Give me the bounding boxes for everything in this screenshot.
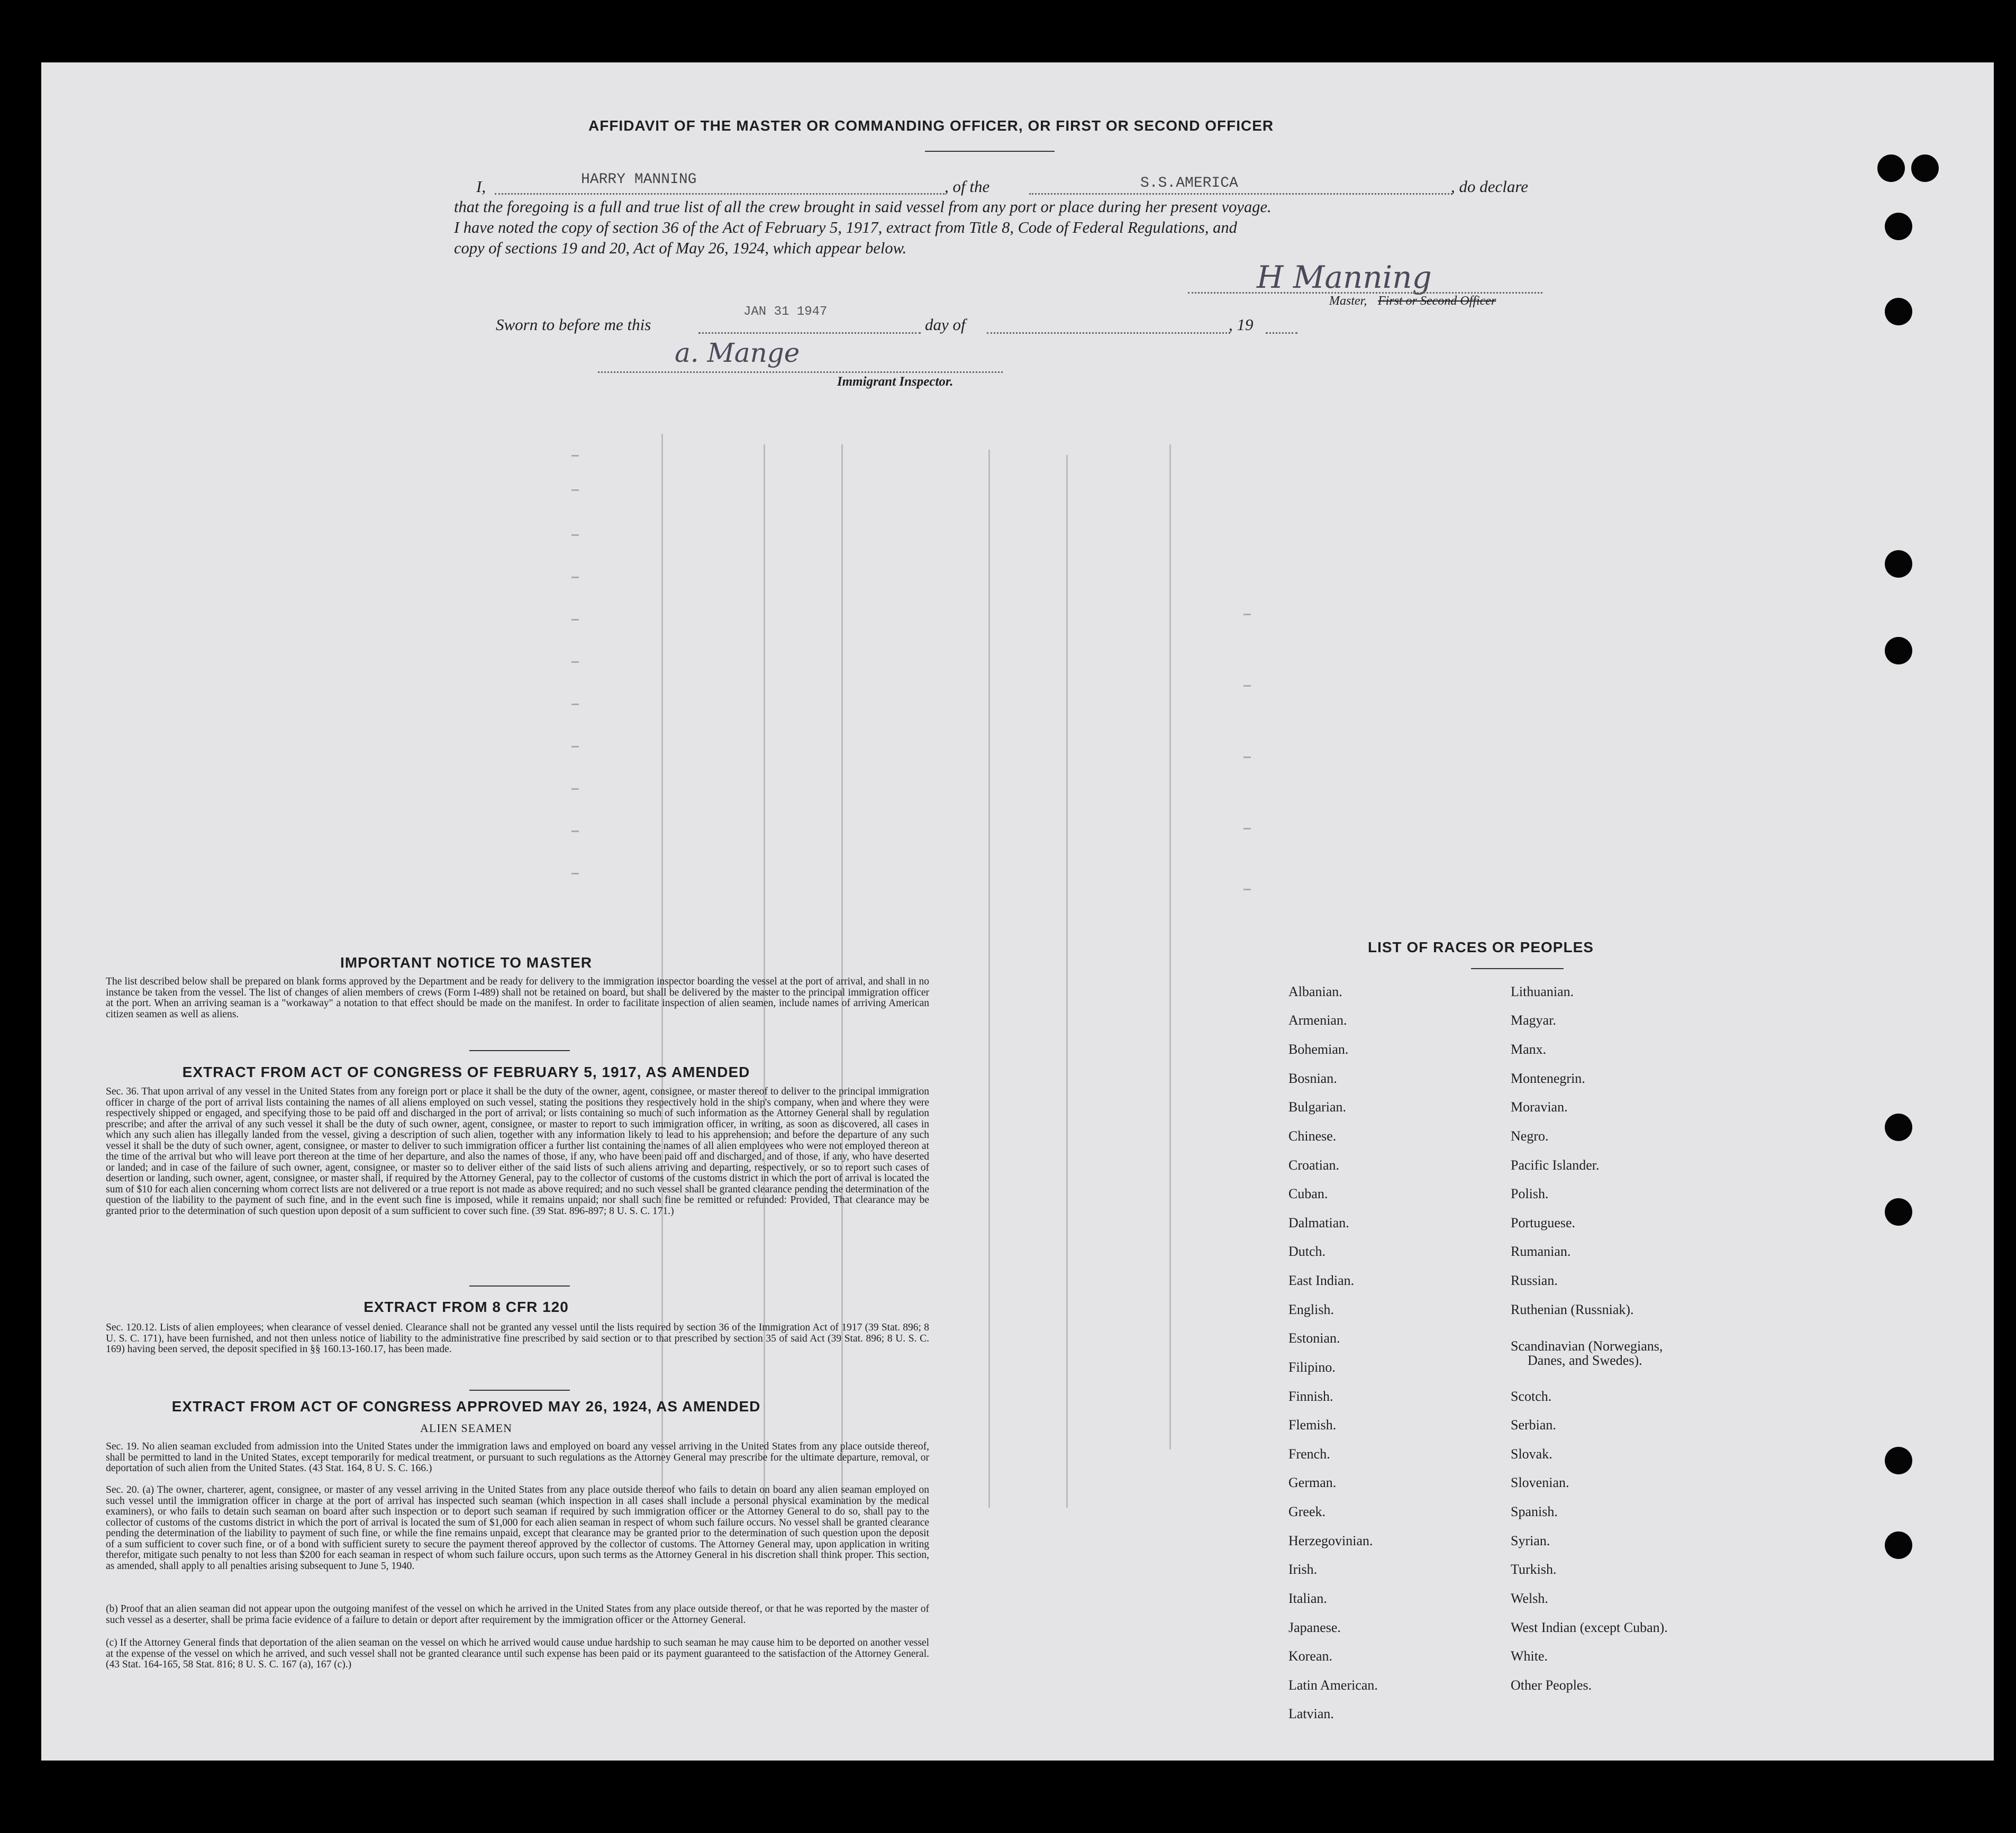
race-item: Croatian. <box>1288 1157 1340 1173</box>
bleed-tick <box>571 619 579 621</box>
extract-1924-sec20c: (c) If the Attorney General finds that deportation of the alien seaman on the vessel on which he arrived would cause undue hardship to such seaman he may cause him to be deported on another vessel at the expense of the vessel on which he arrived, and such vessel shall not be granted clearance until such expense has been paid or its payment guaranteed to the satisfaction of the Attorney General. (43 Stat. 164-165, 58 Stat. 816; 8 U. S. C. 167 (a), 167 (c).) <box>106 1637 929 1670</box>
race-item: Latin American. <box>1288 1677 1378 1693</box>
notice-body: The list described below shall be prepared on blank forms approved by the Department and be ready for delivery to the immigration inspector boarding the vessel at the port of arrival, and shall in no instance be taken from the vessel. The list of changes of alien members of crews (Form I-489) shall not be retained on board, but shall be delivered by the master to the principal immigration officer at the port. When an arriving seaman is a "workaway" a notation to that effect should be made on the manifest. In order to facilitate inspection of alien seamen, include names of arriving American citizen seamen as well as aliens. <box>106 976 929 1020</box>
race-item: Cuban. <box>1288 1186 1328 1201</box>
race-item: Scotch. <box>1511 1389 1552 1404</box>
bleed-tick <box>571 534 579 536</box>
bleed-tick <box>571 788 579 790</box>
extract-1924-title: EXTRACT FROM ACT OF CONGRESS APPROVED MAY 26, 1924, AS AMENDED <box>171 1398 761 1415</box>
master-label: Master, <box>1329 294 1367 308</box>
race-item: Polish. <box>1511 1186 1549 1201</box>
bleed-tick <box>1243 828 1251 829</box>
bleed-tick <box>571 746 579 747</box>
race-item: Bohemian. <box>1288 1042 1349 1057</box>
bleed-tick <box>1243 685 1251 687</box>
race-item: Slovenian. <box>1511 1475 1569 1490</box>
punch-hole <box>1885 298 1912 325</box>
race-item: White. <box>1511 1648 1548 1664</box>
race-item: East Indian. <box>1288 1273 1355 1288</box>
race-item: French. <box>1288 1446 1330 1462</box>
punch-hole <box>1885 637 1912 664</box>
affidavit-line-2: that the foregoing is a full and true list of all the crew brought in said vessel from any port or place during her present voyage. <box>454 198 1272 216</box>
sworn-date-line <box>698 332 921 334</box>
race-item: Albanian. <box>1288 984 1342 999</box>
bleed-tick <box>571 704 579 705</box>
punch-hole <box>1885 1198 1912 1226</box>
race-item: Spanish. <box>1511 1504 1558 1519</box>
bleed-tick <box>571 455 579 457</box>
bleed-tick <box>571 577 579 578</box>
race-item: Herzegovinian. <box>1288 1533 1373 1548</box>
declarant-i-label: I, <box>476 177 486 196</box>
bleed-tick <box>571 489 579 491</box>
punch-hole <box>1885 1114 1912 1141</box>
punch-hole <box>1885 550 1912 578</box>
divider <box>469 1285 570 1287</box>
race-item: Flemish. <box>1288 1417 1337 1433</box>
inspector-signature-line <box>598 371 1003 373</box>
race-item: Serbian. <box>1511 1417 1556 1433</box>
race-item: Negro. <box>1511 1128 1549 1144</box>
day-of-label: day of <box>925 315 966 334</box>
race-item: Finnish. <box>1288 1389 1333 1404</box>
race-item: Other Peoples. <box>1511 1677 1592 1693</box>
affidavit-title: AFFIDAVIT OF THE MASTER OR COMMANDING OFFICER, OR FIRST OR SECOND OFFICER <box>588 117 1274 134</box>
race-item: Danes, and Swedes). <box>1528 1353 1642 1368</box>
race-item: Manx. <box>1511 1042 1547 1057</box>
inspector-signature: a. Mange <box>675 338 800 368</box>
bleed-tick <box>1243 889 1251 890</box>
race-item: English. <box>1288 1302 1334 1317</box>
bleed-tick <box>571 661 579 663</box>
race-item: Japanese. <box>1288 1620 1341 1635</box>
race-item: Korean. <box>1288 1648 1333 1664</box>
bleed-through-line <box>1066 455 1068 1508</box>
race-item: Portuguese. <box>1511 1215 1576 1230</box>
vessel-line <box>1029 193 1452 195</box>
race-item: Scandinavian (Norwegians, <box>1511 1338 1663 1354</box>
declarant-name: HARRY MANNING <box>581 171 697 188</box>
vessel-name: S.S.AMERICA <box>1140 175 1238 191</box>
declarant-name-line <box>495 193 945 195</box>
do-declare-label: , do declare <box>1451 177 1529 196</box>
divider <box>469 1050 570 1051</box>
extract-1917-title: EXTRACT FROM ACT OF CONGRESS OF FEBRUARY 5, 1917, AS AMENDED <box>182 1064 750 1080</box>
extract-1924-sec19: Sec. 19. No alien seaman excluded from admission into the United States under the immigration laws and employed on board any vessel arriving in the United States from any place outside thereof, shall be permitted to land in the United States, except temporarily for medical treatment, or pursuant to such regulations as the Attorney General may prescribe for the ultimate departure, removal, or deportation of such alien from the United States. (43 Stat. 164, 8 U. S. C. 166.) <box>106 1441 929 1474</box>
race-item: Moravian. <box>1511 1099 1568 1115</box>
race-item: Latvian. <box>1288 1706 1334 1721</box>
race-item: Ruthenian (Russniak). <box>1511 1302 1634 1317</box>
year-line <box>1266 332 1297 334</box>
month-line <box>987 332 1230 334</box>
race-item: Filipino. <box>1288 1360 1336 1375</box>
race-item: Italian. <box>1288 1591 1327 1606</box>
notice-title: IMPORTANT NOTICE TO MASTER <box>340 954 593 971</box>
inspector-label: Immigrant Inspector. <box>837 375 953 389</box>
master-signature: H Manning <box>1257 259 1432 295</box>
race-item: Turkish. <box>1511 1562 1557 1577</box>
race-item: Montenegrin. <box>1511 1071 1585 1086</box>
extract-1924-subtitle: ALIEN SEAMEN <box>420 1421 512 1435</box>
punch-hole <box>1877 154 1905 182</box>
race-item: German. <box>1288 1475 1337 1490</box>
bleed-tick <box>571 831 579 832</box>
race-item: West Indian (except Cuban). <box>1511 1620 1668 1635</box>
bleed-through-line <box>988 450 990 1508</box>
title-underline <box>925 151 1055 152</box>
race-item: Russian. <box>1511 1273 1558 1288</box>
master-signature-line <box>1188 292 1542 294</box>
punch-hole <box>1885 1447 1912 1474</box>
race-item: Rumanian. <box>1511 1244 1571 1259</box>
race-item: Magyar. <box>1511 1013 1556 1028</box>
divider <box>469 1390 570 1391</box>
cfr-body: Sec. 120.12. Lists of alien employees; when clearance of vessel denied. Clearance shall not be granted any vessel until the lists required by section 36 of the Immigration Act of 1917 (39 Stat. 896; 8 U. S. C. 171), have been furnished, and not then unless notice of liability to the administrative fine prescribed by said section or to that prescribed by section 35 of said Act (39 Stat. 896; 8 U. S. C. 169) having been served, the deposit specified in §§ 160.13-160.17, has been made. <box>106 1322 929 1355</box>
master-struck-officer: First or Second Officer <box>1378 294 1496 308</box>
bleed-through-line <box>1169 444 1171 1449</box>
extract-1924-sec20b: (b) Proof that an alien seaman did not appear upon the outgoing manifest of the vessel on which he arrived in the United States from any place outside thereof, or that he was reported by the master of such vessel as a deserter, shall be prima facie evidence of a failure to detain or deport after requirement by the immigration officer or the Attorney General. <box>106 1603 929 1626</box>
race-item: Bulgarian. <box>1288 1099 1347 1115</box>
bleed-tick <box>1243 756 1251 758</box>
race-item: Pacific Islander. <box>1511 1157 1600 1173</box>
affidavit-line-4: copy of sections 19 and 20, Act of May 26, 1924, which appear below. <box>454 239 907 257</box>
year-prefix: , 19 <box>1229 315 1254 334</box>
race-item: Syrian. <box>1511 1533 1550 1548</box>
race-item: Dalmatian. <box>1288 1215 1349 1230</box>
race-item: Slovak. <box>1511 1446 1552 1462</box>
of-the-label: , of the <box>945 177 990 196</box>
race-item: Irish. <box>1288 1562 1318 1577</box>
race-item: Dutch. <box>1288 1244 1326 1259</box>
race-item: Chinese. <box>1288 1128 1337 1144</box>
punch-hole <box>1885 213 1912 240</box>
races-title: LIST OF RACES OR PEOPLES <box>1368 939 1594 955</box>
races-title-underline <box>1471 968 1564 969</box>
sworn-date-stamp: JAN 31 1947 <box>743 305 828 319</box>
race-item: Estonian. <box>1288 1330 1340 1346</box>
punch-hole <box>1885 1531 1912 1559</box>
race-item: Armenian. <box>1288 1013 1347 1028</box>
cfr-title: EXTRACT FROM 8 CFR 120 <box>364 1299 569 1315</box>
sworn-label: Sworn to before me this <box>496 315 651 334</box>
race-item: Welsh. <box>1511 1591 1548 1606</box>
race-item: Bosnian. <box>1288 1071 1337 1086</box>
race-item: Lithuanian. <box>1511 984 1574 999</box>
extract-1924-sec20a: Sec. 20. (a) The owner, charterer, agent, consignee, or master of any vessel arriving in the United States from any place outside thereof who fails to detain on board any alien seaman employed on such vessel until the immigration officer in charge at the port of arrival has inspected such seaman (which inspection in all cases shall include a personal physical examination by the medical examiners), or who fails to detain such seaman on board after such inspection or to deport such seaman if required by such immigration officer or the Attorney General to do so, shall pay to the collector of customs of the customs district in which the port of arrival is located the sum of $1,000 for each alien seaman in respect of whom such failure occurs. No vessel shall be granted clearance pending the determination of the liability to payment of such fine, or while the fine remains unpaid, except that clearance may be granted prior to the determination of such question upon the deposit of a sum sufficient to cover such fine, or of a bond with sufficient surety to secure the payment thereof approved by the collector of customs. The Attorney General may, upon application in writing therefor, mitigate such penalty to not less than $200 for each seaman in respect of whom such failure occurs, upon such terms as the Attorney General in his discretion shall think proper. This section, as amended, shall apply to all penalties arising subsequent to June 5, 1940. <box>106 1484 929 1572</box>
punch-hole <box>1911 154 1939 182</box>
bleed-tick <box>1243 614 1251 615</box>
race-item: Greek. <box>1288 1504 1326 1519</box>
affidavit-line-3: I have noted the copy of section 36 of the Act of February 5, 1917, extract from Title 8, Code of Federal Regulations, and <box>454 218 1237 236</box>
extract-1917-body: Sec. 36. That upon arrival of any vessel in the United States from any foreign port or place it shall be the duty of the owner, agent, consignee, or master thereof to deliver to the principal immigration officer in charge of the port of arrival lists containing the names of all aliens employed on such vessel, stating the positions they respectively hold in the ship's company, when and where they were respectively shipped or engaged, and specifying those to be paid off and discharged in the port of arrival; or lists containing so much of such information as the Attorney General shall by regulation prescribe; and after the arrival of any such vessel it shall be the duty of such owner, agent, consignee, or master to report to such immigration officer, in writing, as soon as discovered, all cases in which any such alien has illegally landed from the vessel, giving a description of such alien, together with any information likely to lead to his apprehension; and before the departure of any such vessel it shall be the duty of such owner, agent, consignee, or master to deliver to such immigration officer a further list containing the names of all alien employees who were not employed thereon at the time of the arrival but who will leave port thereon at the time of her departure, and also the names of those, if any, who have been paid off and discharged, and of those, if any, who have deserted or landed; and in case of the failure of such owner, agent, consignee, or master so to deliver either of the said lists of such aliens arriving and departing, respectively, or so to report such cases of desertion or landing, such owner, agent, consignee, or master shall, if required by the Attorney General, pay to the collector of customs of the customs district in which the port of arrival is located the sum of $10 for each alien concerning whom correct lists are not delivered or a true report is not made as above required; and no such vessel shall be granted clearance pending the determination of the question of the liability to the payment of such fine, and in the event such fine is imposed, while it remains unpaid; nor shall such fine be remitted or refunded: Provided, That clearance may be granted prior to the determination of such question upon deposit of a sum sufficient to cover such fine. (39 Stat. 896-897; 8 U. S. C. 171.) <box>106 1086 929 1217</box>
bleed-tick <box>571 873 579 874</box>
